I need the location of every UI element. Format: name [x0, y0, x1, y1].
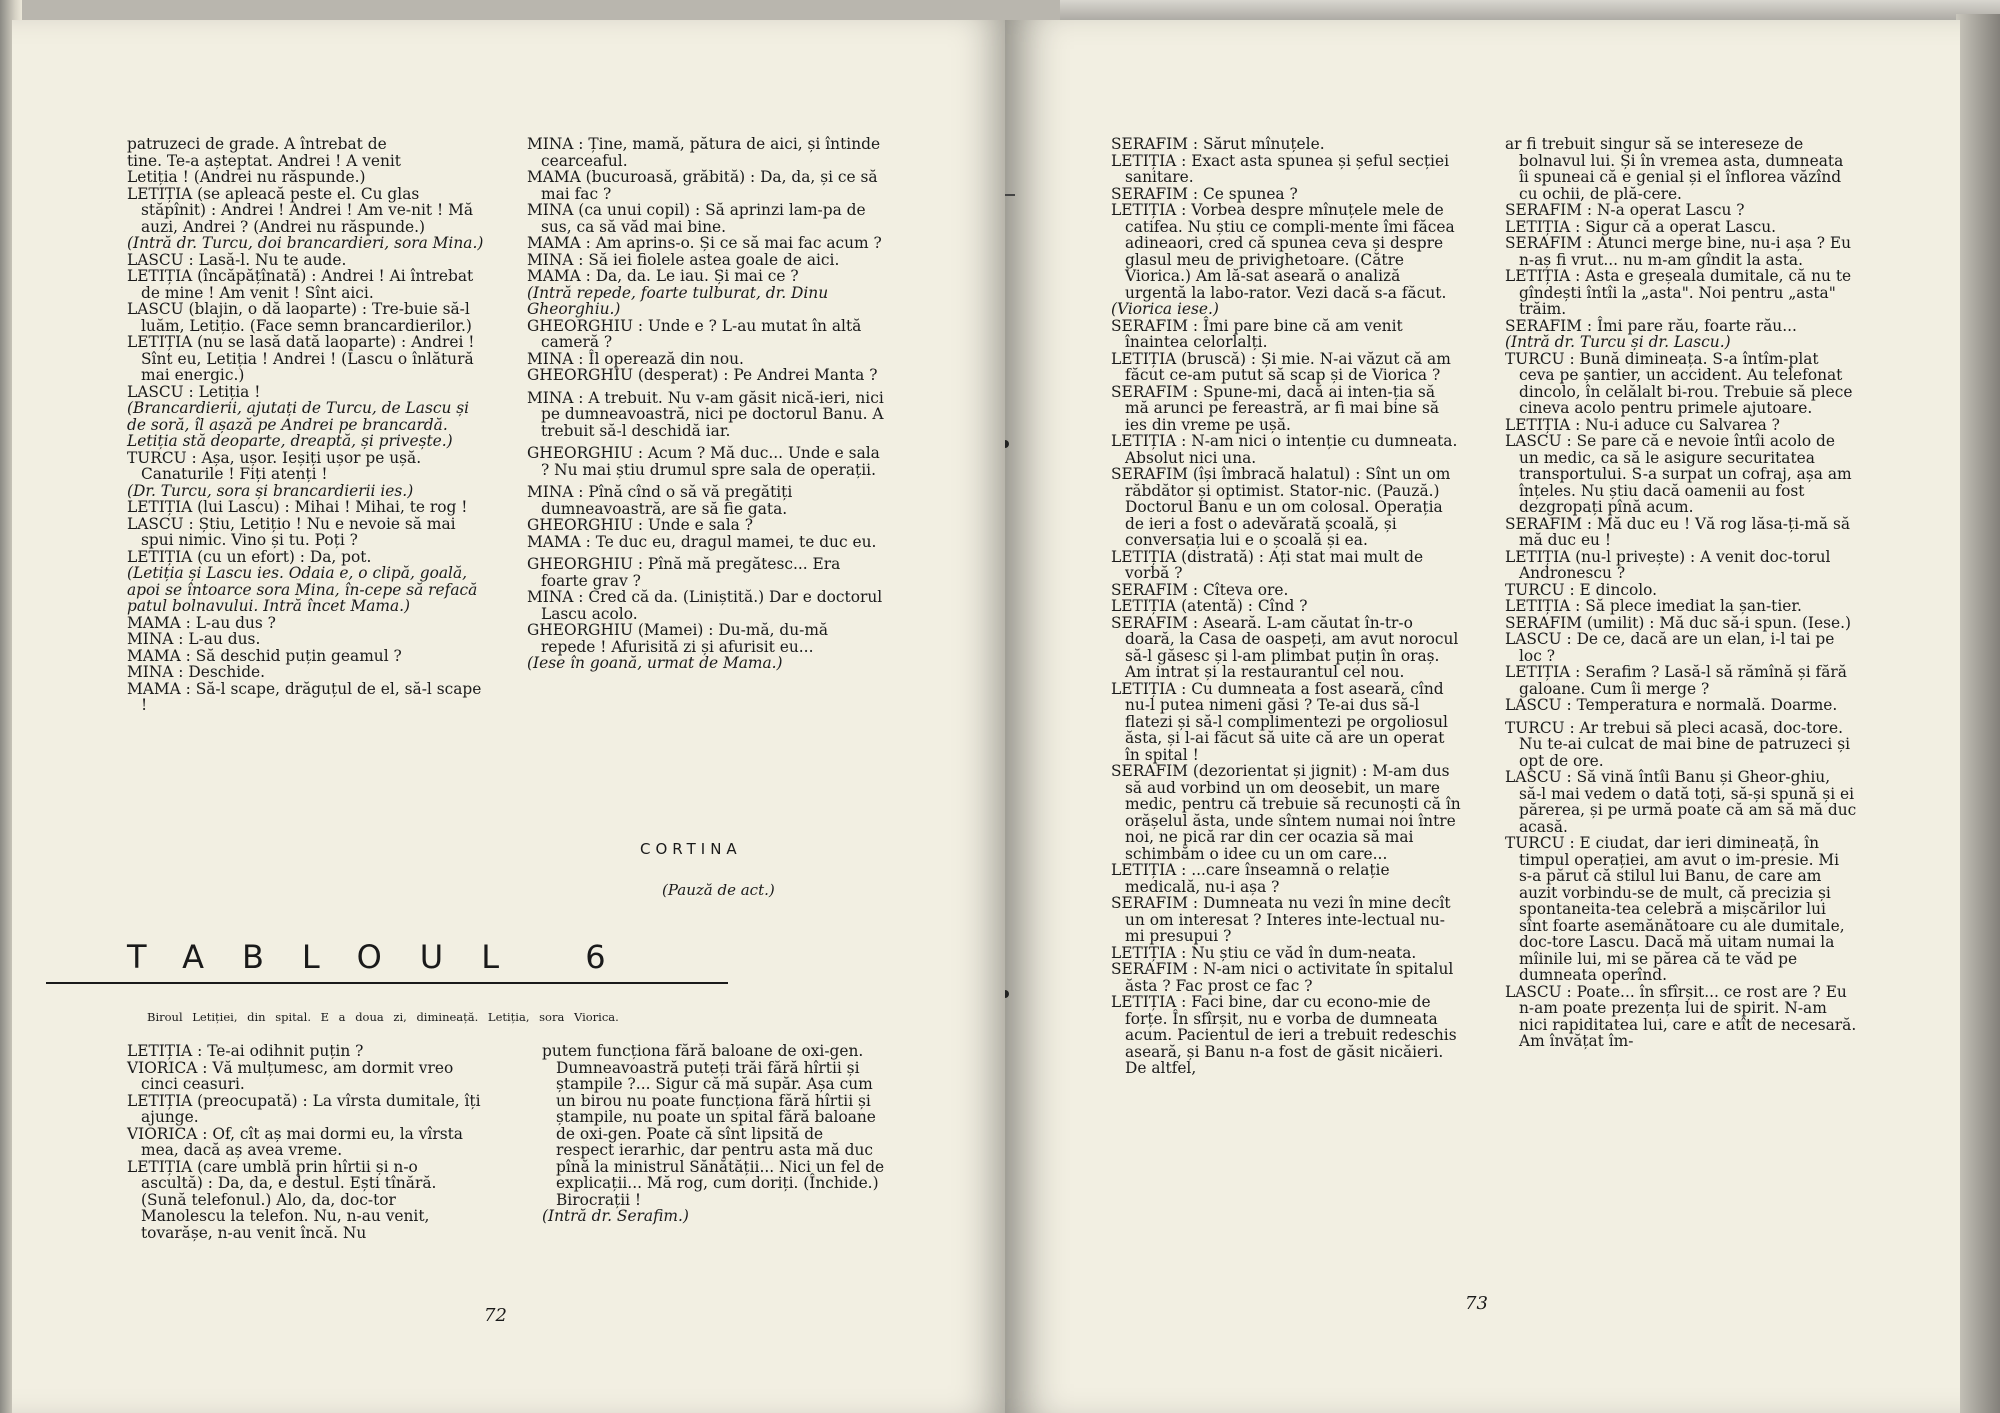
dialogue-line: LASCU : Letiția ! — [127, 382, 261, 401]
dialogue-line: MINA : Să iei fiolele astea goale de aici. — [527, 250, 840, 269]
dialogue-line: LETIȚIA : Sigur că a operat Lascu. — [1505, 217, 1777, 236]
dialogue-line: TURCU : E ciudat, dar ieri dimineață, în timpul operației, am avut o im-presie. Mi s-a părut că stilul lui Banu, de care am auzit vorbindu-se de mult, că precizia și spontaneita-tea celebră a mișcărilor lui sînt foarte asemănătoare cu ale dumitale, doc-tore Lascu. Dacă mă uitam numai la mîinile lui, mi se părea că te văd pe dumneata operînd. — [1505, 834, 1845, 984]
dialogue-line: MAMA : Să-l scape, drăguțul de el, să-l scape ! — [127, 679, 482, 714]
dialogue-line: LETIȚIA (distrată) : Ați stat mai mult de vorbă ? — [1111, 547, 1424, 582]
dialogue-line: GHEORGHIU : Pînă mă pregătesc... Era foarte grav ? — [527, 555, 841, 590]
dialogue-line: MAMA : Am aprins-o. Și ce să mai fac acum ? — [527, 234, 882, 252]
stage-direction: (Intră repede, foarte tulburat, dr. Dinu Gheorghiu.) — [527, 283, 829, 318]
left-page-column-3 — [127, 1043, 484, 1241]
dialogue-line: LETIȚIA (care umblă prin hîrtii și n-o ascultă) : Da, da, e destul. Ești tînără. (Sună telefonul.) Alo, da, doc-tor Manolescu la telefon. Nu, n-au venit, tovarășe, n-au venit încă. Nu — [127, 1157, 437, 1242]
dialogue-line: SERAFIM (dezorientat și jignit) : M-am dus să aud vorbind un om deosebit, un mare medic, pentru că trebuie să recunoști că în orășelul ăsta, unde sîntem numai noi între noi, ne pică rar din cer ocazia să mai schimbăm o idee cu un om care... — [1111, 762, 1461, 863]
dialogue-line: GHEORGHIU (Mamei) : Du-mă, du-mă repede ! Afurisită zi și afurisit eu... — [527, 621, 829, 656]
dialogue-line: LETIȚIA (încăpățînată) : Andrei ! Ai întrebat de mine ! Am venit ! Sînt aici. — [127, 267, 474, 302]
dialogue-line: LASCU : Știu, Letițio ! Nu e nevoie să mai spui nimic. Vino și tu. Poți ? — [127, 514, 456, 549]
dialogue-line: TURCU : Bună dimineața. S-a întîm-plat ceva pe șantier, un accident. Au telefonat dincolo, în celălalt bi-rou. Trebuie să plece cineva acolo pentru primele ajutoare. — [1505, 349, 1853, 417]
dialogue-line: GHEORGHIU : Unde e ? L-au mutat în altă cameră ? — [527, 316, 862, 351]
scene-heading: TABLOUL 6 — [127, 938, 644, 976]
dialogue-line: MAMA : Să deschid puțin geamul ? — [127, 646, 402, 665]
scene-setting: Biroul Letiției, din spital. E a doua zi, dimineață. Letiția, sora Viorica. — [147, 1010, 619, 1024]
stage-direction: (Dr. Turcu, sora și brancardierii ies.) — [127, 481, 414, 500]
left-page-column-2 — [527, 136, 885, 672]
dialogue-line: LETIȚIA : Serafim ? Lasă-l să rămînă și fără galoane. Cum îi merge ? — [1505, 663, 1847, 698]
dialogue-line: MINA : Îl operează din nou. — [527, 349, 744, 368]
right-page — [1005, 20, 1960, 1413]
scan-background-top — [1060, 0, 2000, 22]
dialogue-line: MINA : A trebuit. Nu v-am găsit nică-ieri, nici pe dumneavoastră, nici pe doctorul Banu. A trebuit să-l deschidă iar. — [527, 388, 884, 440]
dialogue-line: SERAFIM : Cîteva ore. — [1111, 580, 1289, 599]
dialogue-line: SERAFIM : Îmi pare bine că am venit înaintea celorlalți. — [1111, 316, 1403, 351]
dialogue-line: LASCU : Lasă-l. Nu te aude. — [127, 250, 347, 269]
dialogue-line: LASCU : Să vină întîi Banu și Gheor-ghiu, să-l mai vedem o dată toți, să-și spună și ei părerea, și pe urmă poate că am să mă duc acasă. — [1505, 768, 1857, 836]
binding-thread — [1005, 194, 1015, 196]
dialogue-line: VIORICA : Of, cît aș mai dormi eu, la vîrsta mea, dacă aș avea vreme. — [127, 1124, 463, 1159]
stage-direction: (Iese în goană, urmat de Mama.) — [527, 654, 783, 672]
dialogue-line: LETIȚIA : Vorbea despre mînuțele mele de catifea. Nu știu ce compli-mente îmi făcea adineaori, cred că spunea ceva și despre glasul meu de privighetoare. (Către Viorica.) Am lă-sat aseară o analiză urgentă la labo-rator. Vezi dacă s-a făcut. — [1111, 201, 1455, 302]
left-page-column-1 — [127, 136, 484, 714]
left-page-column-4 — [542, 1043, 885, 1225]
page-number: 72 — [484, 1305, 507, 1326]
dialogue-line: LETIȚIA : Nu-i aduce cu Salvarea ? — [1505, 415, 1780, 434]
dialogue-line: MAMA : Da, da. Le iau. Și mai ce ? — [527, 267, 799, 285]
dialogue-line: SERAFIM : Îmi pare rău, foarte rău... — [1505, 316, 1797, 335]
dialogue-line: TURCU : Așa, ușor. Ieșiți ușor pe ușă. Canaturile ! Fiți atenți ! — [127, 448, 422, 483]
dialogue-line: Letiția ! (Andrei nu răspunde.) — [127, 168, 366, 186]
dialogue-line: SERAFIM : N-a operat Lascu ? — [1505, 201, 1745, 219]
dialogue-line: MAMA : L-au dus ? — [127, 613, 276, 632]
stage-direction: (Intră dr. Turcu, doi brancardieri, sora Mina.) — [127, 234, 484, 252]
dialogue-line: SERAFIM : Sărut mînuțele. — [1111, 135, 1325, 153]
dialogue-line: LETIȚIA : Asta e greșeala dumitale, că nu te gîndești întîi la „asta". Noi pentru „asta" trăim. — [1505, 267, 1852, 318]
dialogue-line: LASCU : Temperatura e normală. Doarme. — [1505, 696, 1838, 714]
dialogue-line: LETIȚIA (atentă) : Cînd ? — [1111, 597, 1308, 615]
dialogue-line: LETIȚIA : N-am nici o intenție cu dumneata. Absolut nici una. — [1111, 432, 1458, 467]
dialogue-line: TURCU : E dincolo. — [1505, 580, 1658, 599]
stage-direction: (Viorica iese.) — [1111, 300, 1219, 318]
dialogue-line: SERAFIM (își îmbracă halatul) : Sînt un om răbdător și optimist. Stator-nic. (Pauză.) Doctorul Banu e un om colosal. Operația de ieri a fost o adevărată școală, și conversația lui e o școală și ea. — [1111, 465, 1451, 549]
dialogue-line: LETIȚIA : Te-ai odihnit puțin ? — [127, 1042, 364, 1060]
dialogue-line: MINA : Deschide. — [127, 663, 266, 681]
dialogue-line: SERAFIM : Dumneata nu vezi în mine decît un om interesat ? Interes inte-lectual nu-mi presupui ? — [1111, 894, 1451, 945]
dialogue-line: LASCU (blajin, o dă laoparte) : Tre-buie să-l luăm, Letițio. (Face semn brancardierilor.) — [127, 300, 472, 335]
curtain-label: CORTINA — [640, 840, 742, 858]
intermission-note: (Pauză de act.) — [662, 881, 775, 899]
dialogue-line: GHEORGHIU (desperat) : Pe Andrei Manta ? — [527, 366, 878, 384]
dialogue-line: LASCU : Poate... în sfîrșit... ce rost are ? Eu n-am poate prezența lui de spirit. N-am nici rapiditatea lui, care e atît de necesară. Am învățat îm- — [1505, 982, 1857, 1050]
binding-stitch — [1005, 990, 1009, 998]
right-page-column-2 — [1505, 136, 1857, 1050]
dialogue-line: LETIȚIA (cu un efort) : Da, pot. — [127, 547, 372, 566]
right-page-column-1 — [1111, 136, 1463, 1077]
dialogue-line: LETIȚIA (nu-l privește) : A venit doc-torul Andronescu ? — [1505, 547, 1831, 582]
dialogue-line: LETIȚIA (bruscă) : Și mie. N-ai văzut că am făcut ce-am putut să scap și de Viorica ? — [1111, 349, 1451, 384]
dialogue-line: SERAFIM : Aseară. L-am căutat în-tr-o doară, la Casa de oaspeți, am avut norocul să-l găsesc și l-am plimbat puțin în oraș. Am intrat și la restaurantul cel nou. — [1111, 613, 1459, 681]
dialogue-line: LETIȚIA (nu se lasă dată laoparte) : Andrei ! Sînt eu, Letiția ! Andrei ! (Lascu o înlătură mai energic.) — [127, 333, 475, 384]
dialogue-line: LETIȚIA : Faci bine, dar cu econo-mie de forțe. În sfîrșit, nu e vorba de dumneata acum. Pacientul de ieri a trebuit redeschis aseară, și Banu n-a fost de găsit nicăieri. De altfel, — [1111, 993, 1457, 1077]
dialogue-line: SERAFIM : Spune-mi, dacă ai inten-ția să mă arunci pe fereastră, ar fi mai bine să ies din vreme pe ușă. — [1111, 382, 1440, 434]
dialogue-line: LETIȚIA (preocupată) : La vîrsta dumitale, îți ajunge. — [127, 1091, 481, 1126]
dialogue-line: GHEORGHIU : Acum ? Mă duc... Unde e sala ? Nu mai știu drumul spre sala de operații. — [527, 444, 880, 479]
dialogue-line: MINA : Ține, mamă, pătura de aici, și întinde cearceaful. — [527, 135, 881, 170]
dialogue-line: LETIȚIA : ...care înseamnă o relație medicală, nu-i așa ? — [1111, 861, 1390, 896]
stage-direction: (Letiția și Lascu ies. Odaia e, o clipă, goală, apoi se întoarce sora Mina, în-cepe să refacă patul bolnavului. Intră încet Mama.) — [127, 564, 478, 615]
dialogue-line: patruzeci de grade. A întrebat de — [127, 135, 387, 153]
dialogue-line: LASCU : De ce, dacă are un elan, i-l tai pe loc ? — [1505, 630, 1835, 665]
dialogue-line: MINA (ca unui copil) : Să aprinzi lam-pa de sus, ca să văd mai bine. — [527, 201, 866, 236]
dialogue-line: LETIȚIA : Nu știu ce văd în dum-neata. — [1111, 943, 1417, 962]
dialogue-line: tine. Te-a așteptat. Andrei ! A venit — [127, 151, 401, 170]
book-cover-right — [1956, 14, 2000, 1413]
dialogue-line: MINA : L-au dus. — [127, 630, 261, 648]
dialogue-line: LETIȚIA : Să plece imediat la șan-tier. — [1505, 597, 1802, 615]
stage-direction: (Intră dr. Turcu și dr. Lascu.) — [1505, 333, 1731, 351]
dialogue-line: SERAFIM : Mă duc eu ! Vă rog lăsa-ți-mă să mă duc eu ! — [1505, 514, 1851, 549]
stage-direction: (Intră dr. Serafim.) — [542, 1207, 689, 1225]
dialogue-line: MINA : Cred că da. (Liniștită.) Dar e doctorul Lascu acolo. — [527, 588, 883, 623]
dialogue-line: TURCU : Ar trebui să pleci acasă, doc-tore. Nu te-ai culcat de mai bine de patruzeci și opt de ore. — [1505, 718, 1851, 770]
dialogue-line: ar fi trebuit singur să se intereseze de bolnavul lui. Și în vremea asta, dumneata îi spuneai că e genial și el înflorea văzînd cu ochii, de plă-cere. — [1505, 135, 1844, 203]
dialogue-line: SERAFIM : Atunci merge bine, nu-i așa ? Eu n-aș fi vrut... nu m-am gîndit la asta. — [1505, 234, 1852, 269]
left-page — [12, 20, 1005, 1413]
dialogue-line: LETIȚIA : Cu dumneata a fost aseară, cînd nu-l putea nimeni găsi ? Te-ai dus să-l flatezi și să-l complimentezi pe orgoliosul ăsta, și l-ai făcut să uite că are un operat în spital ! — [1111, 679, 1448, 764]
dialogue-line: LETIȚIA (se apleacă peste el. Cu glas stăpînit) : Andrei ! Andrei ! Am ve-nit ! Mă auzi, Andrei ? (Andrei nu răspunde.) — [127, 184, 474, 236]
dialogue-line: putem funcționa fără baloane de oxi-gen. Dumneavoastră puteți trăi fără hîrtii și ștampile ?... Sigur că mă supăr. Așa cum un birou nu poate funcționa fără hîrtii și ștampile, nu poate un spital fără baloane de oxi-gen. Poate că sînt lipsită de respect ierarhic, dar pentru asta mă duc pînă la ministrul Sănătății... Nici un fel de explicații... Mă rog, cum doriți. (Închide.) Birocrații ! — [542, 1042, 885, 1209]
dialogue-line: GHEORGHIU : Unde e sala ? — [527, 516, 753, 534]
dialogue-line: LASCU : Se pare că e nevoie întîi acolo de un medic, ca să le asigure securitatea transportului. S-a surpat un cofraj, așa am înțeles. Nu știu dacă oamenii au fost dezgropați pînă acum. — [1505, 432, 1852, 516]
dialogue-line: SERAFIM : N-am nici o activitate în spitalul ăsta ? Fac prost ce fac ? — [1111, 960, 1454, 995]
dialogue-line: MAMA (bucuroasă, grăbită) : Da, da, și ce să mai fac ? — [527, 168, 878, 203]
dialogue-line: VIORICA : Vă mulțumesc, am dormit vreo cinci ceasuri. — [127, 1058, 454, 1093]
dialogue-line: MAMA : Te duc eu, dragul mamei, te duc eu. — [527, 532, 877, 551]
scene-heading-rule — [46, 982, 728, 984]
binding-stitch — [1005, 440, 1009, 448]
dialogue-line: SERAFIM (umilit) : Mă duc să-i spun. (Iese.) — [1505, 613, 1851, 632]
dialogue-line: LETIȚIA : Exact asta spunea și șeful secției sanitare. — [1111, 151, 1450, 186]
stage-direction: (Brancardierii, ajutați de Turcu, de Lascu și de soră, îl așază pe Andrei pe brancardă. Letiția stă deoparte, dreaptă, și privește.) — [127, 399, 470, 450]
page-number: 73 — [1465, 1293, 1488, 1314]
dialogue-line: LETIȚIA (lui Lascu) : Mihai ! Mihai, te rog ! — [127, 498, 468, 516]
dialogue-line: MINA : Pînă cînd o să vă pregătiți dumneavoastră, are să fie gata. — [527, 483, 793, 518]
dialogue-line: SERAFIM : Ce spunea ? — [1111, 184, 1298, 203]
